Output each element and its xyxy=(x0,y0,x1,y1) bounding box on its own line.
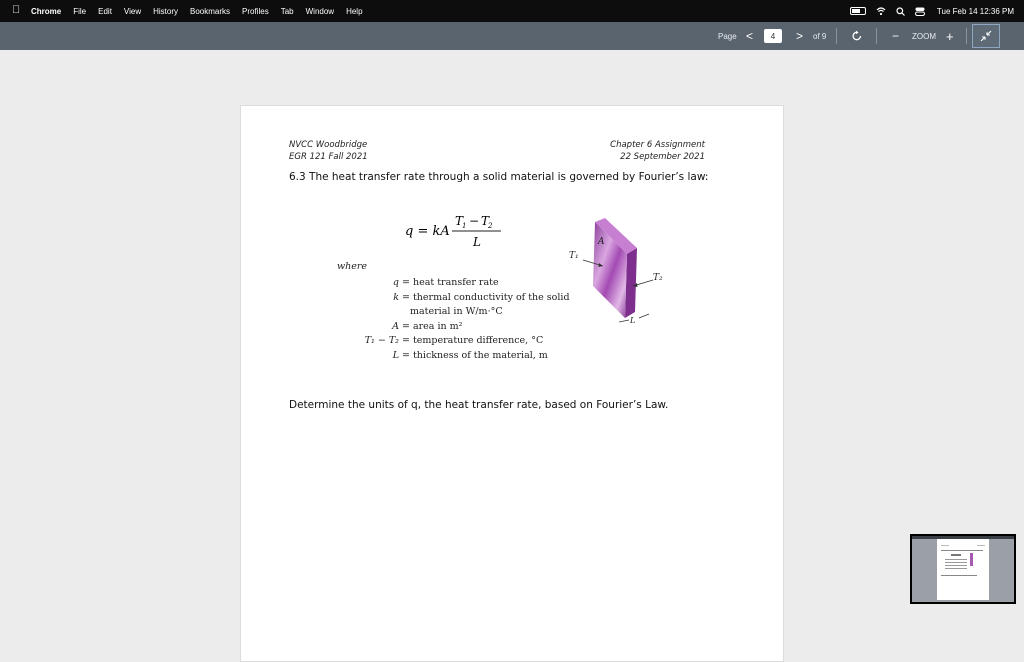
l-dimension xyxy=(619,320,629,322)
apple-icon[interactable] xyxy=(12,4,22,16)
menu-help[interactable]: Help xyxy=(346,6,363,16)
svg-text:−: − xyxy=(469,214,480,228)
rotate-icon[interactable] xyxy=(851,30,863,42)
header-chapter: Chapter 6 Assignment xyxy=(610,140,705,150)
definitions-list xyxy=(345,276,570,363)
document-page xyxy=(240,105,784,662)
menu-tab[interactable]: Tab xyxy=(280,6,294,16)
collapse-icon xyxy=(980,30,992,42)
battery-icon[interactable] xyxy=(850,7,866,15)
definition-row xyxy=(345,334,570,349)
definition-text: = thermal conductivity of the solid xyxy=(402,291,570,303)
zoom-in-button[interactable]: + xyxy=(946,28,954,44)
definition-text: material in W/m·°C xyxy=(410,306,503,317)
next-page-button[interactable]: > xyxy=(796,29,804,43)
where-label: where xyxy=(337,261,368,272)
definition-row xyxy=(345,276,570,291)
svg-text:2: 2 xyxy=(488,222,493,230)
definition-symbol: T₁ − T₂ xyxy=(364,335,399,346)
toolbar-divider xyxy=(966,28,967,44)
menu-window[interactable]: Window xyxy=(305,6,335,16)
header-date: 22 September 2021 xyxy=(620,152,705,162)
thickness-label: L xyxy=(630,316,636,325)
page-label: Page xyxy=(718,31,737,41)
area-label: A xyxy=(598,237,605,247)
control-center-icon[interactable] xyxy=(915,7,925,16)
definition-text: = area in m² xyxy=(402,320,463,332)
svg-text:T: T xyxy=(455,214,464,228)
definition-row xyxy=(345,291,570,306)
svg-text:T: T xyxy=(481,214,490,228)
wifi-icon[interactable] xyxy=(876,6,886,16)
t1-label: T₁ xyxy=(569,251,579,261)
definition-text: = thickness of the material, m xyxy=(402,349,548,361)
menu-bar xyxy=(0,0,1024,22)
zoom-label: ZOOM xyxy=(912,31,936,41)
menu-bookmarks[interactable]: Bookmarks xyxy=(190,6,231,16)
zoom-out-button[interactable]: − xyxy=(892,29,900,43)
definition-text: = temperature difference, °C xyxy=(402,335,544,346)
menu-profiles[interactable]: Profiles xyxy=(242,6,269,16)
header-right xyxy=(610,139,705,163)
menu-file[interactable]: File xyxy=(73,6,87,16)
l-dimension xyxy=(639,314,649,318)
definition-symbol: L xyxy=(392,349,399,361)
menu-items xyxy=(31,0,375,22)
t2-label: T₂ xyxy=(653,273,663,283)
status-area xyxy=(840,0,1014,22)
svg-text:L: L xyxy=(473,235,481,249)
menu-history[interactable]: History xyxy=(153,6,179,16)
menu-app-name[interactable]: Chrome xyxy=(31,6,62,16)
header-institution: NVCC Woodbridge xyxy=(289,140,368,150)
toolbar-divider xyxy=(836,28,837,44)
definition-symbol: k xyxy=(393,291,399,303)
header-left xyxy=(289,139,368,163)
definition-symbol: q xyxy=(392,277,399,288)
page-number-input[interactable]: 4 xyxy=(764,29,782,43)
definition-text: = heat transfer rate xyxy=(402,277,499,288)
definition-row xyxy=(345,349,570,364)
toolbar-divider xyxy=(876,28,877,44)
definition-row xyxy=(345,320,570,335)
pdf-toolbar xyxy=(0,22,1024,50)
page-count: of 9 xyxy=(813,31,827,41)
slab-figure xyxy=(561,214,671,328)
prev-page-button[interactable]: < xyxy=(746,29,754,43)
fourier-formula xyxy=(405,210,505,250)
fit-page-button[interactable] xyxy=(972,24,1000,48)
page-thumbnail[interactable] xyxy=(910,534,1016,604)
thumbnail-page xyxy=(937,539,989,600)
definition-symbol: A xyxy=(392,320,399,332)
svg-text:1: 1 xyxy=(462,222,467,230)
menu-edit[interactable]: Edit xyxy=(98,6,112,16)
svg-text:q = kA: q = kA xyxy=(405,224,450,239)
header-course: EGR 121 Fall 2021 xyxy=(289,152,368,162)
clock[interactable]: Tue Feb 14 12:36 PM xyxy=(936,6,1014,16)
search-icon[interactable] xyxy=(896,7,905,16)
question-text: 6.3 The heat transfer rate through a solid material is governed by Fourier’s law: xyxy=(289,171,709,183)
menu-view[interactable]: View xyxy=(123,6,142,16)
definition-symbol xyxy=(345,305,402,320)
determine-text: Determine the units of q, the heat transfer rate, based on Fourier’s Law. xyxy=(289,399,669,411)
definition-row xyxy=(345,305,570,320)
